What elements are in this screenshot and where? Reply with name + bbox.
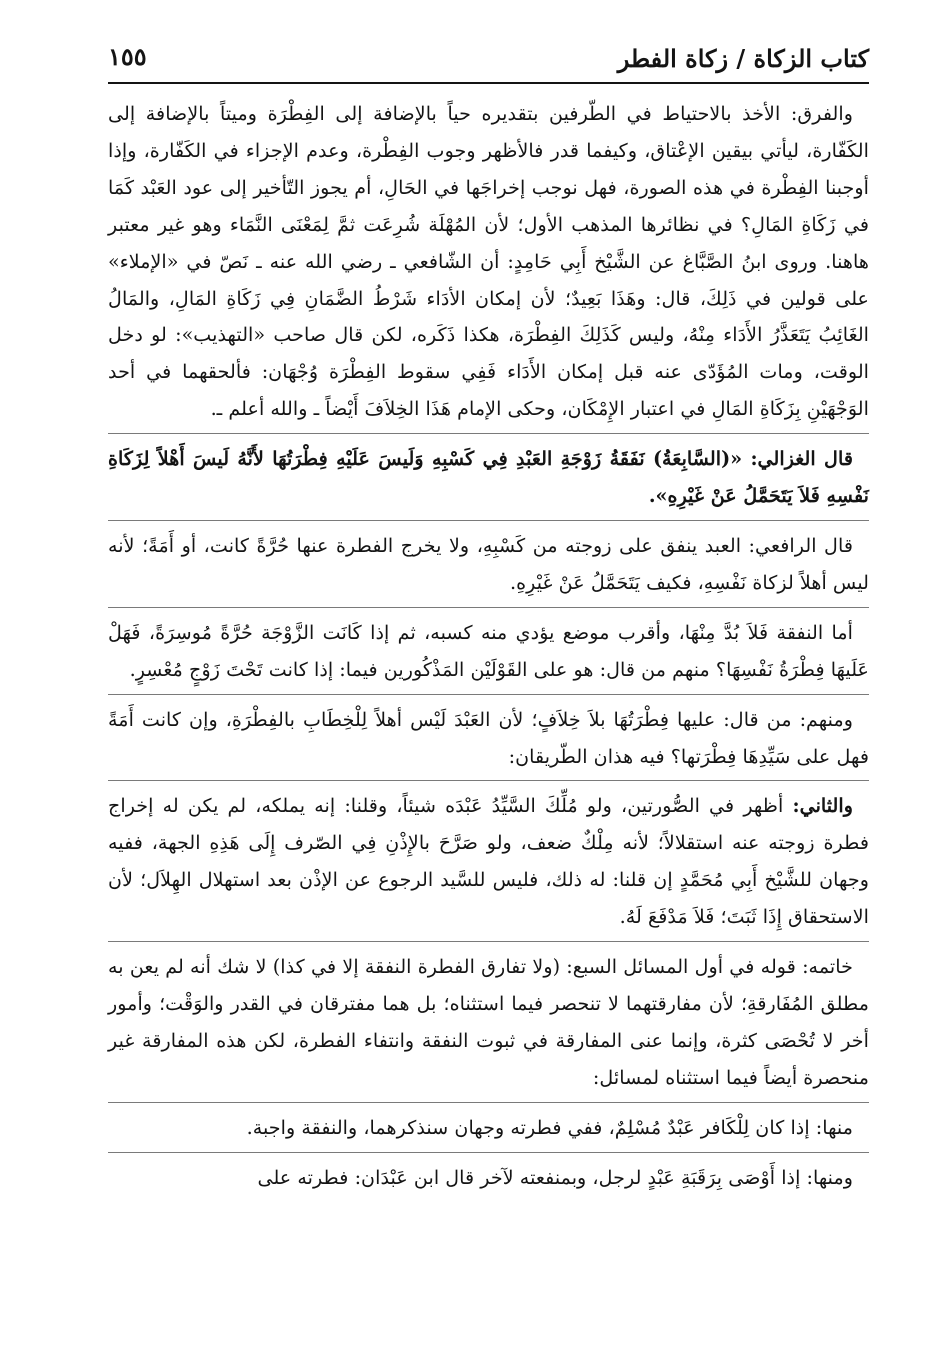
paragraph-rafii-comment: قال الرافعي: العبد ينفق على زوجته من كَسْبِهِ، ولا يخرج الفطرة عنها حُرَّةً كانت، أو أَمَةً؛ لأنه ليس أهلاً لزكاة نَفْسِهِ، فكيف يَتَحَمَّلُ عَنْ غَيْرِهِ. xyxy=(108,533,869,594)
paragraph-second xyxy=(108,788,869,936)
section-divider xyxy=(108,1102,869,1104)
paragraph-nafaqa: أما النفقة فَلاَ بُدَّ مِنْهَا، وأقرب موضع يؤدي منه كسبه، ثم إذا كَانَت الزَّوْجَة حُرَّةً مُوسِرَةً، فَهَلْ عَلَيهَا فِطْرَةُ نَفْسِهَا؟ منهم من قال: هو على القَوْلَيْن المَذْكُورين فيما: إذا كانت تَحْتَ زَوْجٍ مُعْسِرٍ. xyxy=(108,620,869,681)
paragraph-first-case: منها: إذا كان لِلْكَافر عَبْدٌ مُسْلِمٌ، ففي فطرته وجهان سنذكرهما، والنفقة واجبة. xyxy=(246,1115,853,1139)
page-number: ١٥٥ xyxy=(108,42,147,71)
paragraph-lead-word: والثاني: xyxy=(792,794,853,818)
section-divider xyxy=(108,433,869,435)
section-divider xyxy=(108,607,869,609)
page-body xyxy=(108,96,869,1196)
paragraph-ghazali-quote: قال الغزالي: «(السَّابِعَةُ) نَفَقَةُ زَوْجَةِ العَبْدِ فِي كَسْبِهِ وَلَيسَ عَلَيْهِ فِطْرَتُهَا لأَنَّهُ لَيسَ أَهْلاً لِزَكَاةِ نَفْسِهِ فَلاَ يَتَحَمَّلُ عَنْ غَيْرِهِ». xyxy=(108,447,869,508)
paragraph-second-text: أظهر في الصُّورتين، ولو مُلِّكَ السَّيِّدُ عَبْدَه شيئاً، وقلنا: إنه يملكه، لم يكن له إخراج فطرة زوجته عنه استقلالاً؛ لأنه مِلْكٌ ضعف، ولو صَرَّحَ بالإِذْنِ فِي الصّرف إِلَى هَذِهِ الجهة، ففيه وجهان للشَّيْخ أَبِي مُحَمَّدٍ إن قلنا: له ذلك، فليس للسَّيد الرجوع عن الإذْن بعد استهلال الهِلاَل؛ لأن الاستحقاق إِذَا ثَبَتَ؛ فَلاَ مَدْفَعَ لَهُ. xyxy=(108,794,869,929)
paragraph-conclusion: خاتمه: قوله في أول المسائل السبع: (ولا تفارق الفطرة النفقة إلا في كذا) لا شك أنه لم يعن به مطلق المُفَارقةِ؛ لأن مفارقتهما لا تنحصر فيما استثناه؛ بل هما مفترقان في القدر والوَقْت؛ وأمور أخر لا تُحْصَى كثرة، وإنما عنى المفارقة في ثبوت النفقة وانتفاء الفطرة، لكن هذه المفارقة غير منحصرة أيضاً فيما استثناه لمسائل: xyxy=(108,955,869,1089)
paragraph-difference: والفرق: الأخذ بالاحتياط في الطّرفين بتقديره حياً بالإضافة إلى الفِطْرَة وميتاً بالإضافة إلى الكَفّارة، ليأتي بيقين الإعْتاق، وكيفما قدر فالأظهر وجوب الفِطْرة، وعدم الإجزاء في الكَفّارة، وإذا أوجبنا الفِطْرة في هذه الصورة، فهل نوجب إخراجَها في الحَالِ، أم يجوز التّأخير إلى عود العَبْد كَمَا في زَكَاةِ المَالِ؟ في نظائرها المذهب الأول؛ لأن المُهْلَة شُرِعَت ثمَّ لِمَعْنَى النَّمَاء وهو غير معتبر هاهنا. وروى ابنُ الصَّبَّاغ عن الشَّيْخ أَبِي حَامِدٍ: أن الشّافعي ـ رضي الله عنه ـ نَصّ في «الإملاء» على قولين في ذَلِكَ، قال: وهَذَا بَعِيدٌ؛ لأن إمكان الأدَاء شَرْطُ الضَّمَانِ فِي زَكَاةِ المَالِ، والمَالُ الغَائِبُ يَتَعَذَّرُ الأَدَاء مِنْهُ، وليس كَذَلِكَ الفِطْرَة، هكذا ذَكَره، لكن قال صاحب «التهذيب»: لو دخل الوقت، ومات المُؤَدّى عنه قبل إمكان الأَدَاء فَفِي سقوط الفِطْرَة وُجْهَان: فألحقهما في أحد الوَجْهَيْنِ بِزَكَاةِ المَالِ في اعتبار الإِمْكَان، وحكى الإمام هَذَا الخِلاَفَ أَيْضاً ـ والله أعلم ـ. xyxy=(108,102,869,421)
section-divider xyxy=(108,941,869,943)
paragraph-second-case: ومنها: إذا أَوْصَى بِرَقَبَةِ عَبْدٍ لرجل، وبمنفعته لآخر قال ابن عَبْدَان: فطرته على xyxy=(257,1165,853,1189)
header-rule xyxy=(108,82,869,84)
section-divider xyxy=(108,1152,869,1154)
section-divider xyxy=(108,694,869,696)
section-divider xyxy=(108,520,869,522)
page-header xyxy=(108,36,869,84)
paragraph-second-opinion: ومنهم: من قال: عليها فِطْرَتُهَا بلاَ خِلاَفٍ؛ لأن العَبْدَ لَيْس أهلاً لِلْخِطَابِ بالفِطْرَةِ، وإن كانت أَمَةً فهل على سَيِّدِهَا فِطْرَتها؟ فيه هذان الطّريقان: xyxy=(108,707,869,768)
running-title: كتاب الزكاة / زكاة الفطر xyxy=(617,44,869,73)
section-divider xyxy=(108,780,869,782)
